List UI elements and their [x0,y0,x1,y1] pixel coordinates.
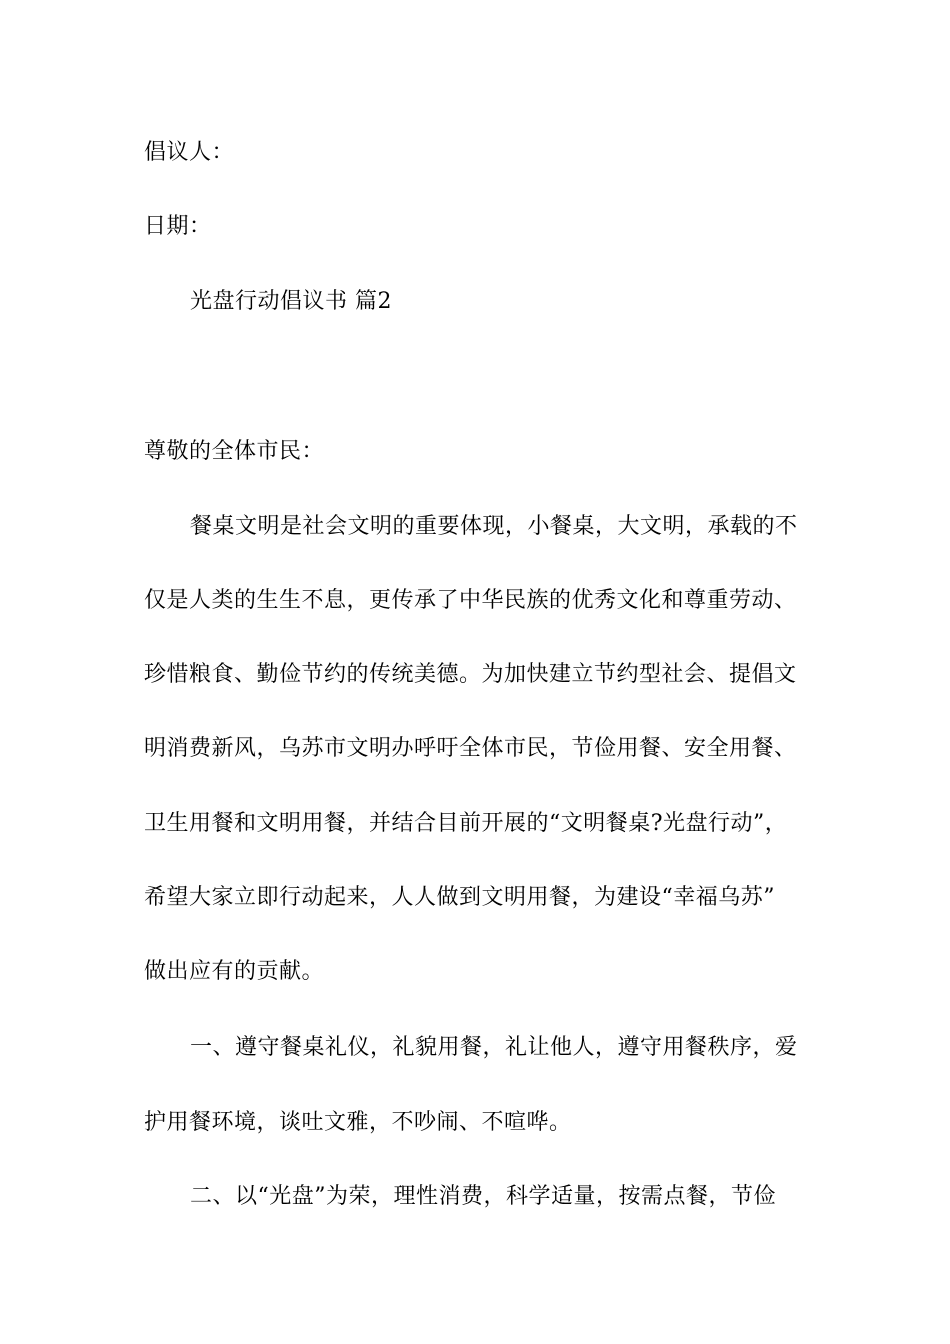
item-1-line: 一、遵守餐桌礼仪，礼貌用餐，礼让他人，遵守用餐秩序，爱 [190,1035,798,1060]
body-line: 希望大家立即行动起来，人人做到文明用餐，为建设“幸福乌苏” [144,885,775,910]
salutation: 尊敬的全体市民： [144,439,325,464]
body-line: 珍惜粮食、勤俭节约的传统美德。为加快建立节约型社会、提倡文 [144,662,797,687]
body-line: 卫生用餐和文明用餐，并结合目前开展的“文明餐桌?光盘行动”， [144,811,788,836]
body-line: 餐桌文明是社会文明的重要体现，小餐桌，大文明，承载的不 [190,514,798,539]
body-line: 做出应有的贡献。 [144,959,325,984]
item-2-line: 二、以“光盘”为荣，理性消费，科学适量，按需点餐，节俭 [190,1184,776,1209]
body-line: 明消费新风，乌苏市文明办呼吁全体市民，节俭用餐、安全用餐、 [144,736,797,761]
section-title: 光盘行动倡议书 篇2 [190,289,392,314]
date-label: 日期： [144,214,212,239]
body-line: 仅是人类的生生不息，更传承了中华民族的优秀文化和尊重劳动、 [144,588,797,613]
signature-label: 倡议人： [144,140,235,165]
item-1-line: 护用餐环境，谈吐文雅，不吵闹、不喧哗。 [144,1110,572,1135]
